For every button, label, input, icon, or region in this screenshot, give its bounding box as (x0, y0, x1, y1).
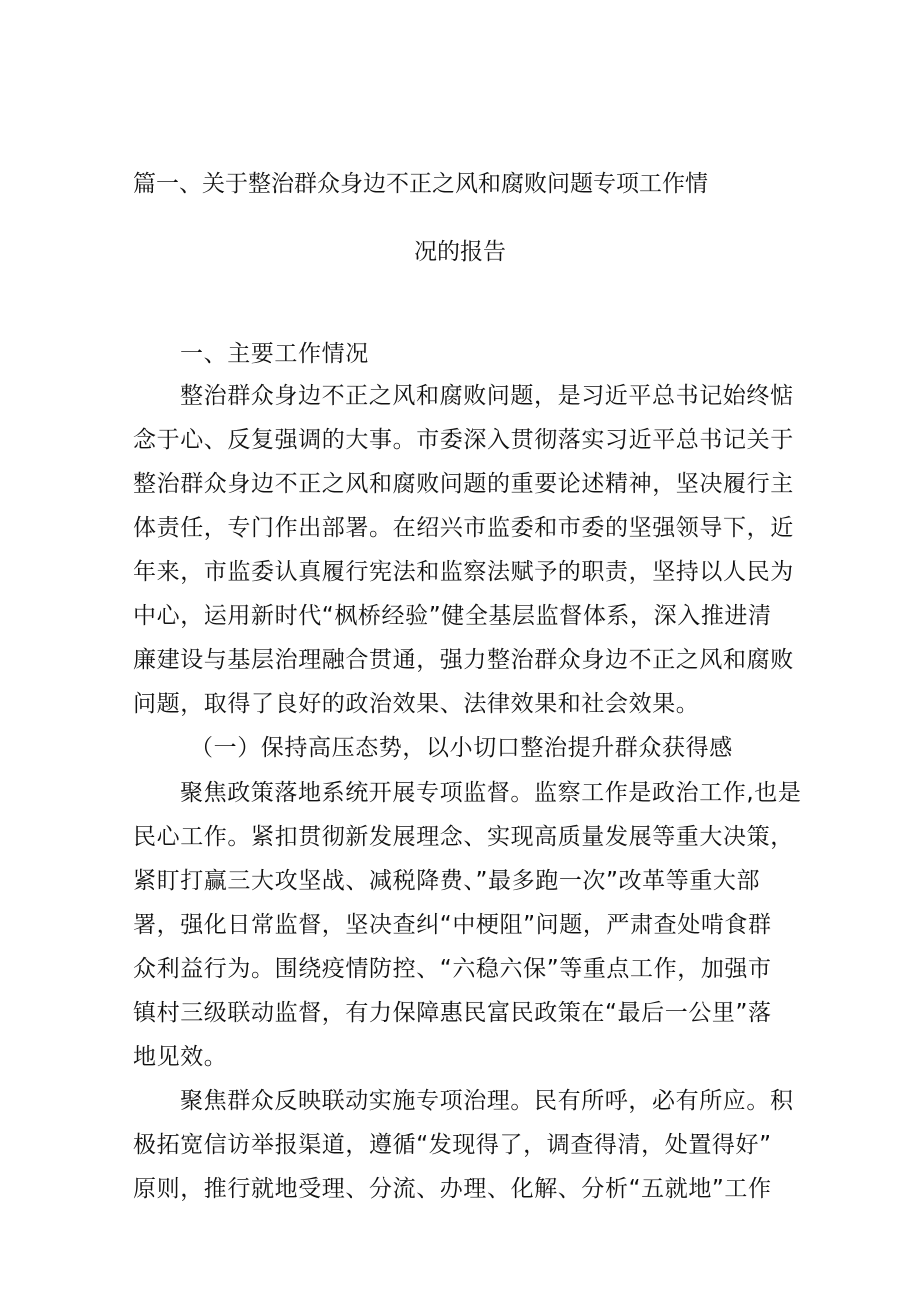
paragraph-line: 地见效。 (133, 1044, 228, 1070)
paragraph-line: 中心，运用新时代“枫桥经验”健全基层监督体系，深入推进清 (133, 603, 772, 629)
paragraph-line: 聚焦政策落地系统开展专项监督。监察工作是政治工作,也是 (180, 780, 802, 806)
paragraph-line: 紧盯打赢三大攻坚战、减税降费、”最多跑一次”改革等重大部 (133, 868, 761, 894)
subsection-heading: （一）保持高压态势，以小切口整治提升群众获得感 (190, 735, 733, 761)
paragraph-line: 署，强化日常监督，坚决查纠“中梗阻”问题，严肃查处啃食群 (133, 912, 772, 938)
document-title-line-2: 况的报告 (414, 239, 506, 265)
paragraph-line: 年来，市监委认真履行宪法和监察法赋予的职责，坚持以人民为 (133, 559, 794, 585)
paragraph-line: 聚焦群众反映联动实施专项治理。民有所呼，必有所应。积 (180, 1088, 794, 1114)
section-heading: 一、主要工作情况 (180, 341, 369, 367)
paragraph-line: 原则，推行就地受理、分流、办理、化解、分析“五就地”工作 (133, 1176, 772, 1202)
paragraph-line: 极拓宽信访举报渠道，遵循“发现得了，调查得清，处置得好” (133, 1132, 772, 1158)
paragraph-line: 整治群众身边不正之风和腐败问题的重要论述精神，坚决履行主 (133, 471, 794, 497)
paragraph-line: 问题，取得了良好的政治效果、法律效果和社会效果。 (133, 691, 700, 717)
paragraph-line: 民心工作。紧扣贯彻新发展理念、实现高质量发展等重大决策， (133, 824, 794, 850)
paragraph-line: 念于心、反复强调的大事。市委深入贯彻落实习近平总书记关于 (133, 427, 794, 453)
paragraph-line: 体责任，专门作出部署。在绍兴市监委和市委的坚强领导下，近 (133, 515, 794, 541)
paragraph-line: 镇村三级联动监督，有力保障惠民富民政策在“最后一公里”落 (133, 1000, 772, 1026)
paragraph-line: 廉建设与基层治理融合贯通，强力整治群众身边不正之风和腐败 (133, 647, 794, 673)
paragraph-line: 整治群众身边不正之风和腐败问题，是习近平总书记始终惦 (180, 383, 794, 409)
document-title-line-1: 篇一、关于整治群众身边不正之风和腐败问题专项工作情 (133, 171, 708, 197)
paragraph-line: 众利益行为。围绕疫情防控、“六稳六保”等重点工作，加强市 (133, 956, 772, 982)
